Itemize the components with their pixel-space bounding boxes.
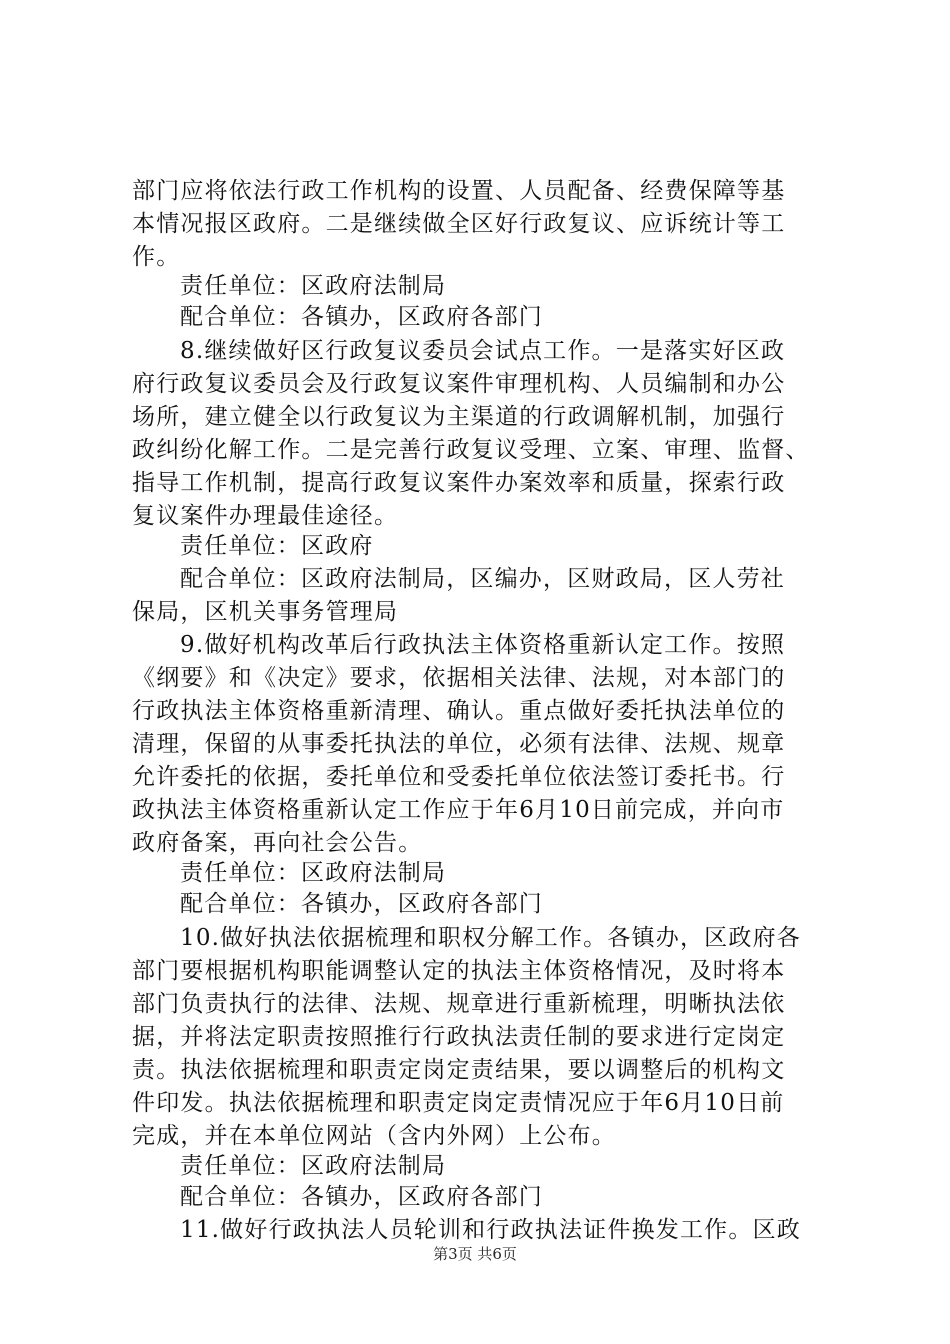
text-line: 配合单位：各镇办，区政府各部门: [180, 304, 543, 330]
text-line: 件印发。执法依据梳理和职责定岗定责情况应于年6月10日前: [132, 1090, 785, 1116]
text-line: 部门负责执行的法律、法规、规章进行重新梳理，明晰执法依: [132, 991, 786, 1017]
text-line: 配合单位：各镇办，区政府各部门: [180, 1184, 543, 1210]
text-line: 8.继续做好区行政复议委员会试点工作。一是落实好区政: [180, 338, 786, 364]
text-line: 责任单位：区政府法制局: [180, 1153, 447, 1179]
text-line: 府行政复议委员会及行政复议案件审理机构、人员编制和办公: [132, 371, 786, 397]
text-line: 11.做好行政执法人员轮训和行政执法证件换发工作。区政: [180, 1217, 801, 1243]
text-line: 《纲要》和《决定》要求，依据相关法律、法规，对本部门的: [132, 665, 786, 691]
page-number-footer: 第3页 共6页: [433, 1245, 517, 1263]
text-line: 10.做好执法依据梳理和职权分解工作。各镇办，区政府各: [180, 925, 801, 951]
text-line: 责任单位：区政府法制局: [180, 860, 447, 886]
text-line: 责任单位：区政府: [180, 533, 374, 559]
text-line: 允许委托的依据，委托单位和受委托单位依法签订委托书。行: [132, 764, 786, 790]
text-line: 清理，保留的从事委托执法的单位，必须有法律、法规、规章: [132, 731, 786, 757]
text-line: 据，并将法定职责按照推行行政执法责任制的要求进行定岗定: [132, 1024, 786, 1050]
text-line: 作。: [132, 244, 181, 270]
text-line: 责。执法依据梳理和职责定岗定责结果，要以调整后的机构文: [132, 1057, 786, 1083]
text-line: 完成，并在本单位网站（含内外网）上公布。: [132, 1123, 616, 1149]
text-line: 保局，区机关事务管理局: [132, 599, 399, 625]
text-line: 政纠纷化解工作。二是完善行政复议受理、立案、审理、监督、: [132, 437, 810, 463]
text-line: 责任单位：区政府法制局: [180, 273, 447, 299]
text-line: 部门应将依法行政工作机构的设置、人员配备、经费保障等基: [132, 178, 786, 204]
text-line: 本情况报区政府。二是继续做全区好行政复议、应诉统计等工: [132, 211, 786, 237]
text-line: 政府备案，再向社会公告。: [132, 830, 423, 856]
text-line: 场所，建立健全以行政复议为主渠道的行政调解机制，加强行: [132, 404, 786, 430]
text-line: 指导工作机制，提高行政复议案件办案效率和质量，探索行政: [132, 470, 786, 496]
text-line: 部门要根据机构职能调整认定的执法主体资格情况，及时将本: [132, 958, 786, 984]
text-line: 行政执法主体资格重新清理、确认。重点做好委托执法单位的: [132, 698, 786, 724]
text-line: 9.做好机构改革后行政执法主体资格重新认定工作。按照: [180, 632, 786, 658]
text-line: 复议案件办理最佳途径。: [132, 503, 399, 529]
text-line: 配合单位：各镇办，区政府各部门: [180, 891, 543, 917]
text-line: 配合单位：区政府法制局，区编办，区财政局，区人劳社: [180, 566, 785, 592]
text-line: 政执法主体资格重新认定工作应于年6月10日前完成，并向市: [132, 797, 785, 823]
